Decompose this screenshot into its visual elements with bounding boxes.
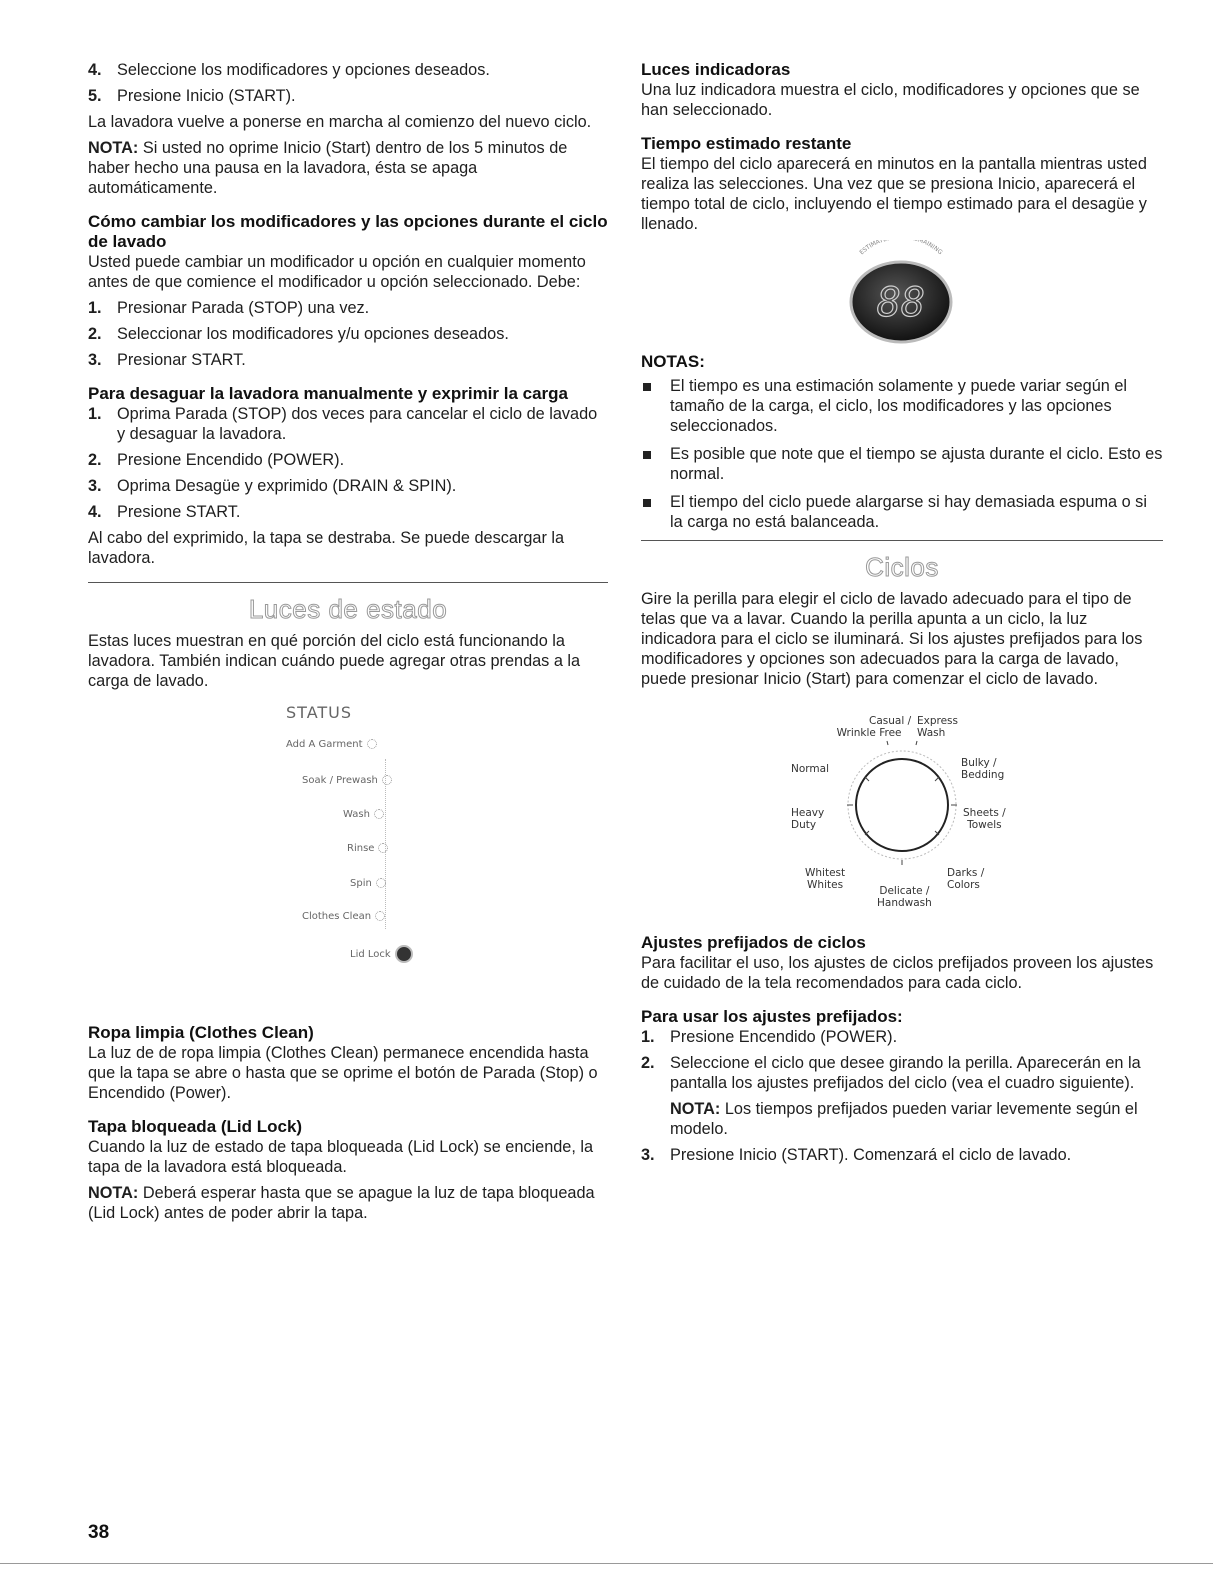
dial-label-line: Sheets / <box>963 807 1006 819</box>
time-heading: Tiempo estimado restante <box>641 134 852 153</box>
list-item <box>641 444 1163 484</box>
step-text: Presionar START. <box>117 351 246 369</box>
section-divider <box>88 582 608 583</box>
status-light-label: Clothes Clean <box>302 911 372 922</box>
restart-paragraph: La lavadora vuelve a ponerse en marcha al comienzo del nuevo ciclo. <box>88 113 592 131</box>
status-light-wash <box>343 805 384 825</box>
list-item <box>88 324 608 344</box>
preset-heading: Ajustes prefijados de ciclos <box>641 933 866 952</box>
step-number: 3. <box>641 1146 655 1164</box>
preset-text: Para facilitar el uso, los ajustes de ciclos prefijados proveen los ajustes de cuidado de la tela recomendados para cada ciclo. <box>641 954 1154 992</box>
dial-label-line: Wash <box>917 727 946 739</box>
dial-label-line: Heavy <box>791 807 825 819</box>
note-text: Los tiempos prefijados pueden variar levemente según el modelo. <box>670 1100 1138 1138</box>
step-number: 2. <box>641 1054 655 1072</box>
dial-label-line: Whites <box>807 879 844 891</box>
step-number: 1. <box>88 405 102 423</box>
note-text: Deberá esperar hasta que se apague la luz de tapa bloqueada (Lid Lock) antes de poder abrir la tapa. <box>88 1184 595 1222</box>
status-light-icon <box>374 809 384 819</box>
dial-label-bulky <box>961 757 1004 781</box>
dial-label-heavy <box>791 807 824 831</box>
clean-heading: Ropa limpia (Clothes Clean) <box>88 1023 314 1042</box>
lights-text: Una luz indicadora muestra el ciclo, modificadores y opciones que se han seleccionado. <box>641 81 1140 119</box>
step-text: Presionar Parada (STOP) una vez. <box>117 299 370 317</box>
list-item <box>88 502 608 522</box>
dial-label-casual <box>827 715 911 739</box>
list-item <box>88 476 608 496</box>
step-text: Presione Encendido (POWER). <box>117 451 345 469</box>
drain-heading: Para desaguar la lavadora manualmente y exprimir la carga <box>88 384 569 403</box>
change-steps <box>88 298 608 370</box>
list-item <box>641 1145 1163 1165</box>
list-item <box>88 350 608 370</box>
step-text: Presione START. <box>117 503 241 521</box>
step-text: Seleccione el ciclo que desee girando la perilla. Aparecerán en la pantalla los ajustes prefijados del ciclo (vea el cuadro siguiente). <box>670 1054 1141 1092</box>
dial-label-line: Darks / <box>947 867 985 879</box>
dial-label-line: Bulky / <box>961 757 997 769</box>
step-number: 3. <box>88 351 102 369</box>
dial-label-line: Duty <box>791 819 817 831</box>
timer-display-icon <box>641 240 1163 350</box>
drain-steps <box>88 404 608 522</box>
step-number: 2. <box>88 451 102 469</box>
lock-icon <box>395 945 413 963</box>
status-light-icon <box>378 843 388 853</box>
time-text: El tiempo del ciclo aparecerá en minutos en la pantalla mientras usted realiza las selecciones. Una vez que se presiona Inicio, aparecerá el tiempo total de ciclo, incluyendo el tiempo estimado para el desagüe y llenado. <box>641 155 1147 233</box>
list-item <box>88 298 608 318</box>
dial-label-line: Delicate / <box>879 885 930 897</box>
list-item <box>641 1027 1163 1047</box>
list-item <box>88 86 608 106</box>
step-number: 4. <box>88 61 102 79</box>
notas-list <box>641 376 1163 532</box>
notas-heading: NOTAS: <box>641 352 705 371</box>
status-light-icon <box>382 775 392 785</box>
status-panel-title: STATUS <box>286 703 353 722</box>
dial-label-line: Wrinkle Free <box>836 727 902 739</box>
list-item <box>641 376 1163 436</box>
step-text: Seleccione los modificadores y opciones deseados. <box>117 61 490 79</box>
status-light-label: Wash <box>343 809 370 820</box>
note-label: NOTA: <box>88 1184 139 1202</box>
status-light-icon <box>375 911 385 921</box>
status-light-rinse <box>347 839 388 859</box>
lights-heading: Luces indicadoras <box>641 60 791 79</box>
list-item-text: El tiempo del ciclo puede alargarse si hay demasiada espuma o si la carga no está balanceada. <box>670 493 1147 531</box>
status-light-label: Spin <box>350 878 372 889</box>
timer-display-figure <box>641 240 1163 350</box>
change-heading: Cómo cambiar los modificadores y las opciones durante el ciclo de lavado <box>88 212 608 251</box>
list-item <box>641 492 1163 532</box>
step-number: 1. <box>641 1028 655 1046</box>
clean-text: La luz de de ropa limpia (Clothes Clean) permanece encendida hasta que la tapa se abre o hasta que se oprime el botón de Parada (Stop) o Encendido (Power). <box>88 1044 598 1102</box>
status-light-soak <box>302 771 392 791</box>
cycles-section-title: Ciclos <box>865 552 939 582</box>
status-light-label: Rinse <box>347 843 375 854</box>
page-number: 38 <box>88 1522 110 1543</box>
status-light-icon <box>376 878 386 888</box>
timer-digits: 88 <box>876 280 926 326</box>
step-number: 4. <box>88 503 102 521</box>
step-text: Presione Inicio (START). <box>117 87 296 105</box>
bottom-rule <box>0 1563 1213 1564</box>
dial-label-line: Handwash <box>877 897 932 909</box>
status-light-clothes-clean <box>302 907 385 927</box>
step-number: 2. <box>88 325 102 343</box>
dial-label-line: Whitest <box>805 867 846 879</box>
change-intro: Usted puede cambiar un modificador u opción en cualquier momento antes de que comience el modificador u opción seleccionado. Debe: <box>88 253 586 291</box>
bullet-icon <box>641 444 670 484</box>
bullet-icon <box>641 492 670 532</box>
left-column <box>88 60 608 1229</box>
status-light-label: Soak / Prewash <box>302 775 378 786</box>
section-divider <box>641 540 1163 541</box>
step-text: Oprima Parada (STOP) dos veces para cancelar el ciclo de lavado y desaguar la lavadora. <box>117 405 598 443</box>
list-item-text: El tiempo es una estimación solamente y puede variar según el tamaño de la carga, el ciclo, los modificadores y las opciones seleccionados. <box>670 377 1128 435</box>
note-text: Si usted no oprime Inicio (Start) dentro de los 5 minutos de haber hecho una pausa en la lavadora, ésta se apaga automáticamente. <box>88 139 568 197</box>
step-text: Seleccionar los modificadores y/u opciones deseados. <box>117 325 509 343</box>
dial-label-line: Bedding <box>961 769 1005 781</box>
drain-after: Al cabo del exprimido, la tapa se destraba. Se puede descargar la lavadora. <box>88 529 565 567</box>
status-light-spin <box>350 874 386 894</box>
dial-label-whitest <box>805 867 845 891</box>
step-text: Oprima Desagüe y exprimido (DRAIN & SPIN). <box>117 477 457 495</box>
dial-label-line: Express <box>917 715 959 727</box>
dial-label-line: Colors <box>947 879 980 891</box>
status-light-label: Add A Garment <box>286 739 363 750</box>
note-label: NOTA: <box>88 139 139 157</box>
step-number: 5. <box>88 87 102 105</box>
bullet-icon <box>641 376 670 436</box>
status-light-icon <box>367 739 377 749</box>
list-item <box>88 450 608 470</box>
dial-label-line: Towels <box>967 819 1002 831</box>
dial-label-darks <box>947 867 984 891</box>
list-item <box>88 404 608 444</box>
timer-arc-label: ESTIMAT MAINING <box>858 240 944 257</box>
note-paragraph <box>88 1183 608 1223</box>
status-light-lid-lock <box>350 945 413 965</box>
cycle-dial-figure <box>641 695 1163 919</box>
dial-label-express <box>917 715 958 739</box>
status-panel-figure <box>88 697 608 1009</box>
status-intro: Estas luces muestran en qué porción del ciclo está funcionando la lavadora. También indican cuándo puede agregar otras prendas a la carga de lavado. <box>88 632 581 690</box>
use-heading: Para usar los ajustes prefijados: <box>641 1007 903 1026</box>
step-number: 1. <box>88 299 102 317</box>
lock-heading: Tapa bloqueada (Lid Lock) <box>88 1117 303 1136</box>
list-item-text: Es posible que note que el tiempo se ajusta durante el ciclo. Esto es normal. <box>670 445 1163 483</box>
list-item <box>641 1053 1163 1093</box>
status-light-label: Lid Lock <box>350 949 391 960</box>
step-number: 3. <box>88 477 102 495</box>
cycles-text: Gire la perilla para elegir el ciclo de lavado adecuado para el tipo de telas que va a lavar. Cuando la perilla apunta a un ciclo, la luz indicadora para el ciclo se iluminará. Si los ajustes prefijados para los modificadores y opciones son adecuados para la carga de lavado, puede presionar Inicio (Start) para comenzar el ciclo de lavado. <box>641 590 1143 688</box>
note-paragraph <box>641 1099 1163 1139</box>
note-label: NOTA: <box>670 1100 721 1118</box>
note-paragraph <box>88 138 608 198</box>
dial-label-line: Casual / <box>869 715 912 727</box>
dial-label-sheets <box>963 807 1006 831</box>
dial-label-delicate <box>877 885 932 909</box>
step-text: Presione Inicio (START). Comenzará el ciclo de lavado. <box>670 1146 1072 1164</box>
right-column <box>641 60 1163 1171</box>
list-item <box>88 60 608 80</box>
step-text: Presione Encendido (POWER). <box>670 1028 898 1046</box>
dial-label-normal: Normal <box>791 763 829 775</box>
lock-text: Cuando la luz de estado de tapa bloqueada (Lid Lock) se enciende, la tapa de la lavadora está bloqueada. <box>88 1138 594 1176</box>
status-light-add-garment <box>286 735 377 755</box>
status-section-title: Luces de estado <box>248 594 448 624</box>
